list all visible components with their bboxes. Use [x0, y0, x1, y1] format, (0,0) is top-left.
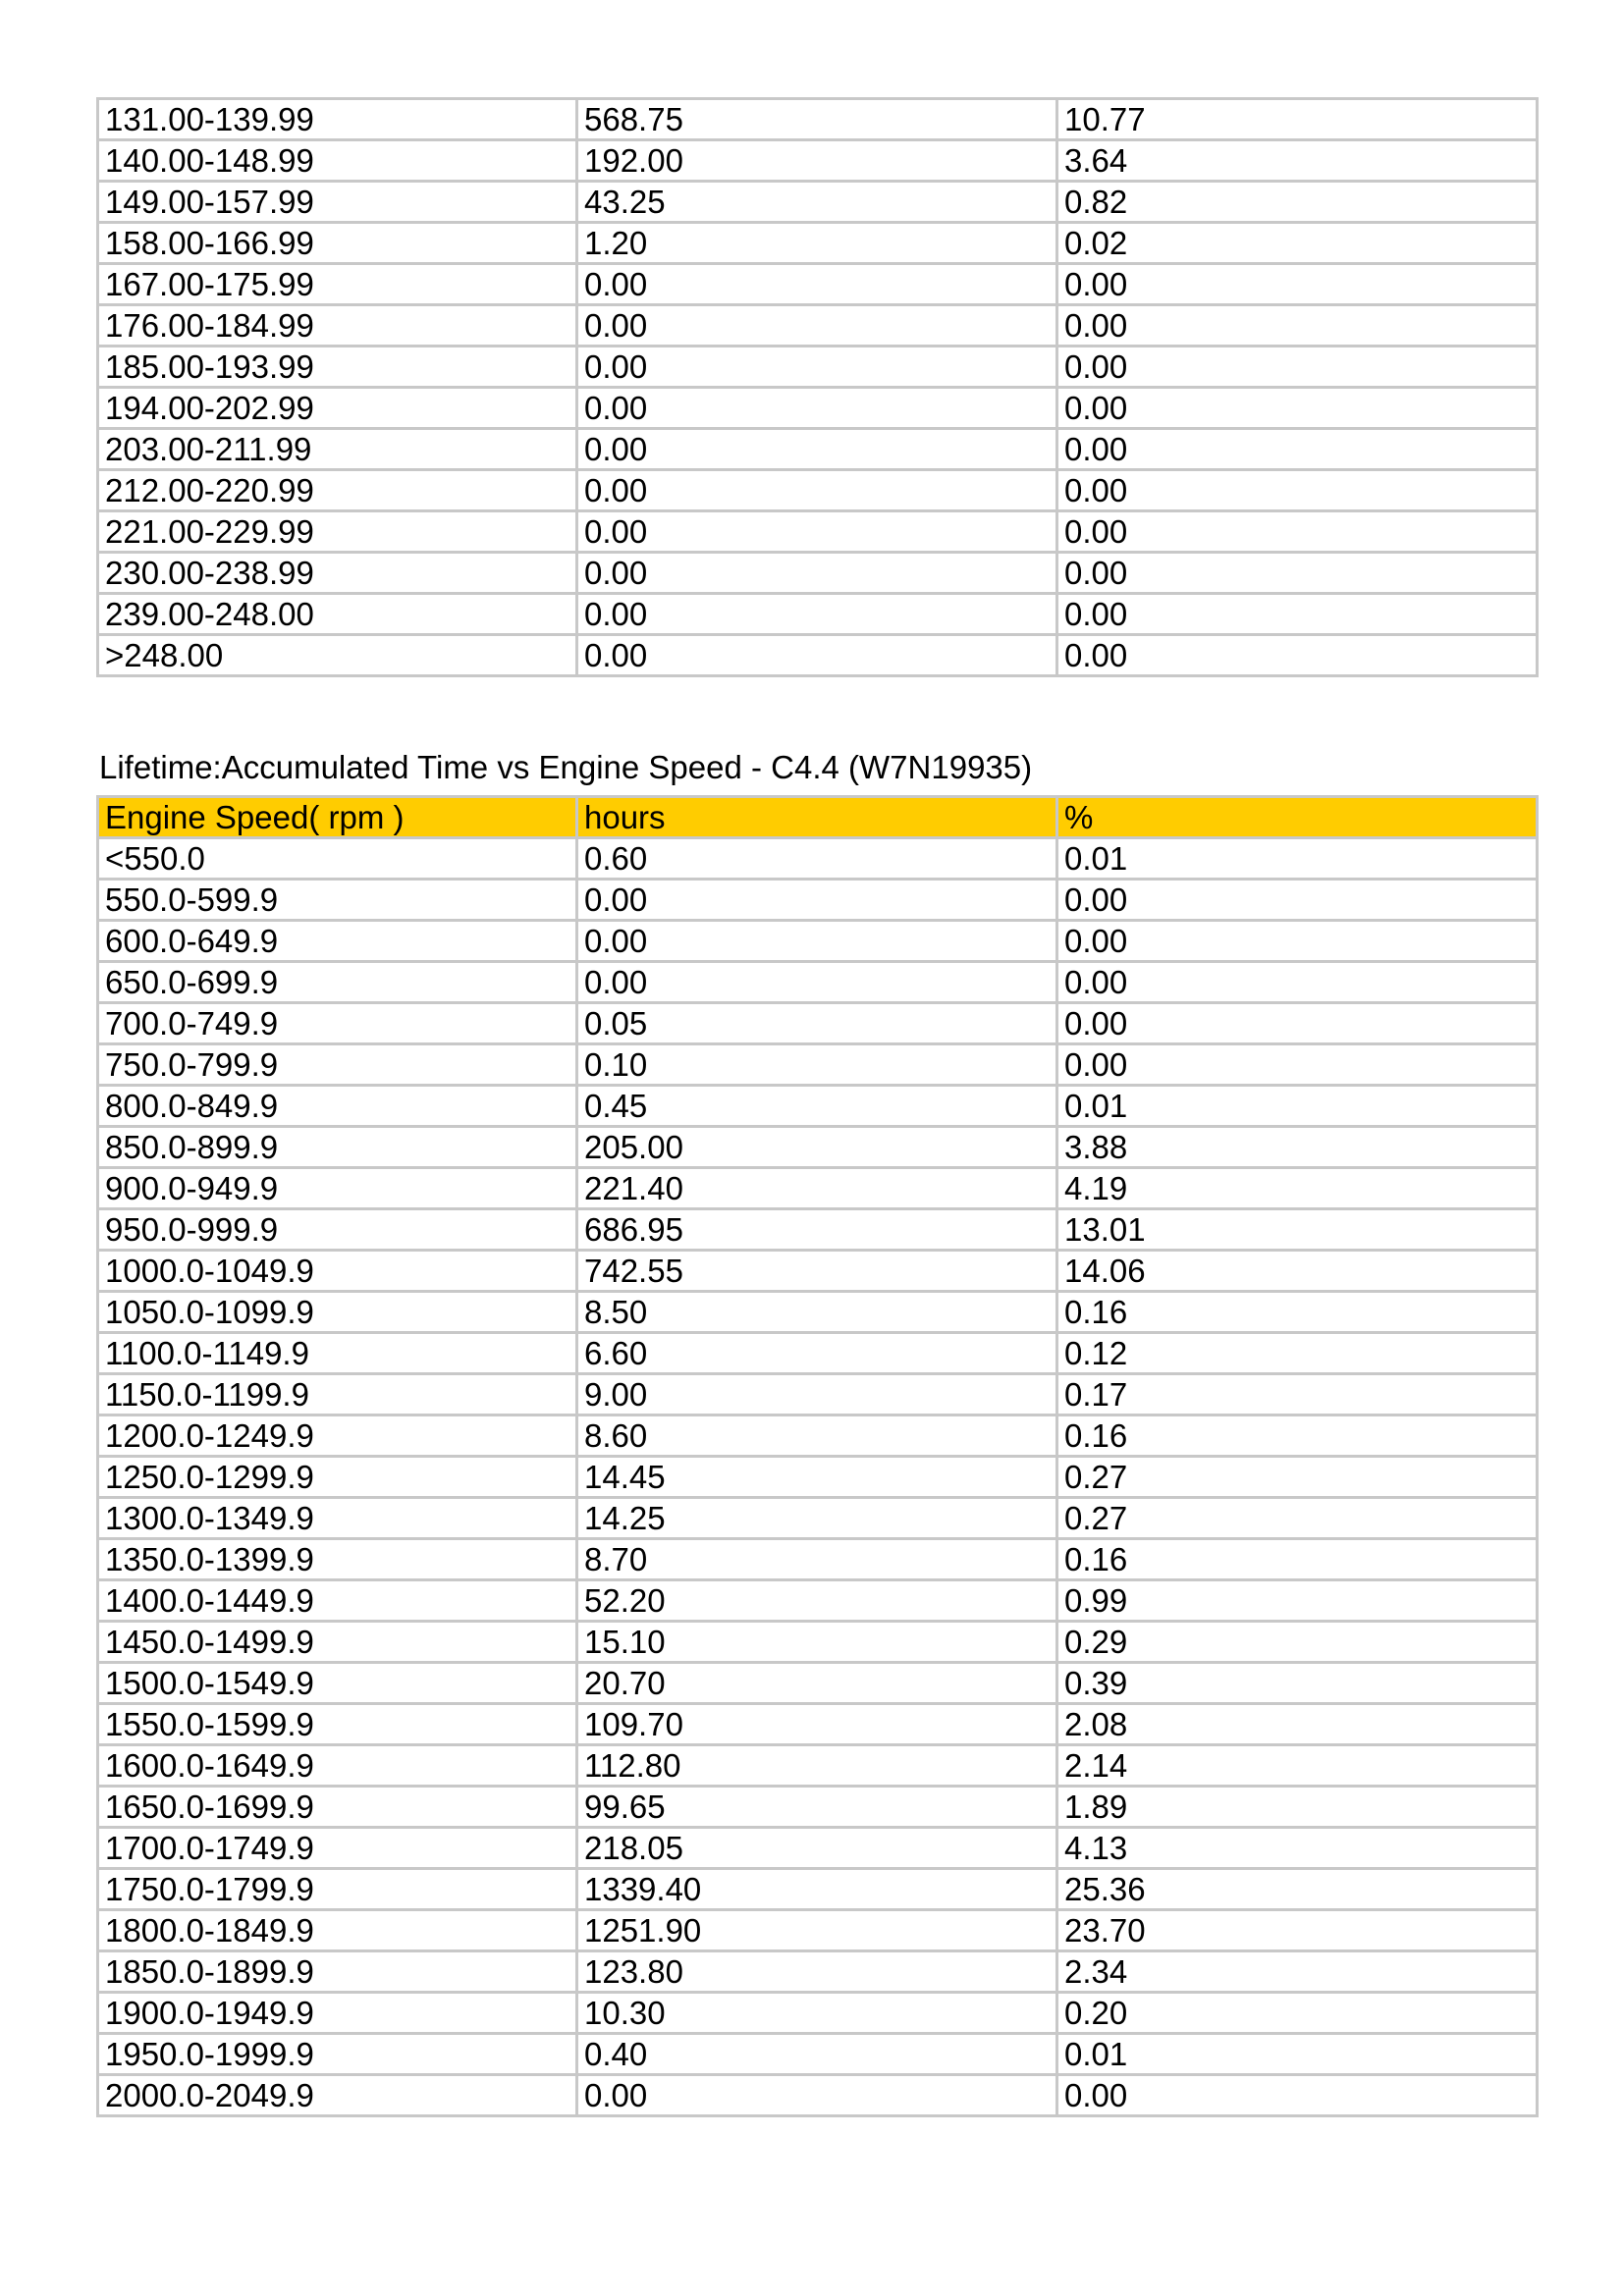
hours-cell: 686.95 — [577, 1209, 1057, 1251]
percent-cell: 2.34 — [1057, 1951, 1538, 1993]
hours-cell: 742.55 — [577, 1251, 1057, 1292]
table-row — [98, 1828, 1538, 1869]
engine-speed-table-header — [98, 797, 1538, 838]
percent-cell: 0.01 — [1057, 2034, 1538, 2075]
hours-cell: 0.45 — [577, 1086, 1057, 1127]
range-cell: 650.0-699.9 — [98, 962, 577, 1003]
percent-cell: 0.20 — [1057, 1993, 1538, 2034]
table-row — [98, 305, 1538, 347]
hours-cell: 0.10 — [577, 1044, 1057, 1086]
table-row — [98, 1333, 1538, 1374]
percent-cell: 2.14 — [1057, 1745, 1538, 1787]
table-row — [98, 1168, 1538, 1209]
range-cell: 700.0-749.9 — [98, 1003, 577, 1044]
percent-cell: 14.06 — [1057, 1251, 1538, 1292]
percent-cell: 0.00 — [1057, 594, 1538, 635]
percent-cell: 0.16 — [1057, 1292, 1538, 1333]
hours-cell: 6.60 — [577, 1333, 1057, 1374]
range-cell: 750.0-799.9 — [98, 1044, 577, 1086]
range-cell: 1200.0-1249.9 — [98, 1415, 577, 1457]
table-row — [98, 1086, 1538, 1127]
hours-cell: 0.00 — [577, 880, 1057, 921]
hours-cell: 192.00 — [577, 140, 1057, 182]
hours-cell: 43.25 — [577, 182, 1057, 223]
hours-cell: 8.60 — [577, 1415, 1057, 1457]
table-row — [98, 429, 1538, 470]
hours-cell: 52.20 — [577, 1580, 1057, 1622]
hours-cell: 1251.90 — [577, 1910, 1057, 1951]
hours-cell: 205.00 — [577, 1127, 1057, 1168]
range-cell: 550.0-599.9 — [98, 880, 577, 921]
percent-cell: 0.00 — [1057, 921, 1538, 962]
table-row — [98, 1251, 1538, 1292]
percent-cell: 0.00 — [1057, 429, 1538, 470]
percent-cell: 23.70 — [1057, 1910, 1538, 1951]
percent-cell: 0.12 — [1057, 1333, 1538, 1374]
table-row — [98, 1622, 1538, 1663]
range-cell: 1150.0-1199.9 — [98, 1374, 577, 1415]
hours-cell: 8.70 — [577, 1539, 1057, 1580]
range-cell: 230.00-238.99 — [98, 553, 577, 594]
range-cell: 1700.0-1749.9 — [98, 1828, 577, 1869]
hours-cell: 1339.40 — [577, 1869, 1057, 1910]
percent-cell: 10.77 — [1057, 99, 1538, 140]
table-row — [98, 1209, 1538, 1251]
hours-cell: 0.60 — [577, 838, 1057, 880]
table-row — [98, 1869, 1538, 1910]
percent-cell: 0.00 — [1057, 305, 1538, 347]
range-cell: 1100.0-1149.9 — [98, 1333, 577, 1374]
range-cell: 1600.0-1649.9 — [98, 1745, 577, 1787]
table-row — [98, 264, 1538, 305]
range-cell: 212.00-220.99 — [98, 470, 577, 511]
percent-cell: 0.00 — [1057, 470, 1538, 511]
hours-cell: 568.75 — [577, 99, 1057, 140]
range-cell: 176.00-184.99 — [98, 305, 577, 347]
percent-cell: 0.00 — [1057, 1044, 1538, 1086]
table-row — [98, 223, 1538, 264]
table-row — [98, 1910, 1538, 1951]
percent-cell: 0.39 — [1057, 1663, 1538, 1704]
table-row — [98, 1539, 1538, 1580]
hours-cell: 0.00 — [577, 388, 1057, 429]
range-cell: 221.00-229.99 — [98, 511, 577, 553]
range-cell: 800.0-849.9 — [98, 1086, 577, 1127]
range-cell: 1250.0-1299.9 — [98, 1457, 577, 1498]
table-row — [98, 838, 1538, 880]
table-row — [98, 99, 1538, 140]
percent-cell: 0.00 — [1057, 962, 1538, 1003]
range-cell: 1900.0-1949.9 — [98, 1993, 577, 2034]
percent-cell: 3.88 — [1057, 1127, 1538, 1168]
table-row — [98, 880, 1538, 921]
range-cell: 131.00-139.99 — [98, 99, 577, 140]
table-row — [98, 140, 1538, 182]
table-row — [98, 594, 1538, 635]
hours-cell: 14.45 — [577, 1457, 1057, 1498]
table-row — [98, 388, 1538, 429]
hours-cell: 14.25 — [577, 1498, 1057, 1539]
percent-cell: 4.19 — [1057, 1168, 1538, 1209]
range-cell: 149.00-157.99 — [98, 182, 577, 223]
range-cell: 1550.0-1599.9 — [98, 1704, 577, 1745]
percent-cell: 0.00 — [1057, 1003, 1538, 1044]
hours-cell: 20.70 — [577, 1663, 1057, 1704]
percent-cell: 0.00 — [1057, 880, 1538, 921]
range-cell: 600.0-649.9 — [98, 921, 577, 962]
percent-cell: 0.00 — [1057, 347, 1538, 388]
hours-cell: 0.05 — [577, 1003, 1057, 1044]
range-cell: 167.00-175.99 — [98, 264, 577, 305]
percent-cell: 25.36 — [1057, 1869, 1538, 1910]
hours-cell: 10.30 — [577, 1993, 1057, 2034]
hours-cell: 9.00 — [577, 1374, 1057, 1415]
hours-cell: 0.40 — [577, 2034, 1057, 2075]
table-row — [98, 2034, 1538, 2075]
hours-cell: 0.00 — [577, 511, 1057, 553]
percent-cell: 0.29 — [1057, 1622, 1538, 1663]
percent-cell: 0.00 — [1057, 2075, 1538, 2116]
percent-cell: 0.00 — [1057, 511, 1538, 553]
hours-cell: 0.00 — [577, 921, 1057, 962]
percent-cell: 3.64 — [1057, 140, 1538, 182]
hours-cell: 0.00 — [577, 470, 1057, 511]
table-row — [98, 1457, 1538, 1498]
percent-cell: 0.16 — [1057, 1539, 1538, 1580]
hours-cell: 0.00 — [577, 962, 1057, 1003]
hours-cell: 123.80 — [577, 1951, 1057, 1993]
percent-cell: 1.89 — [1057, 1787, 1538, 1828]
range-cell: 1050.0-1099.9 — [98, 1292, 577, 1333]
range-cell: 900.0-949.9 — [98, 1168, 577, 1209]
range-cell: 2000.0-2049.9 — [98, 2075, 577, 2116]
hours-cell: 99.65 — [577, 1787, 1057, 1828]
percent-cell: 4.13 — [1057, 1828, 1538, 1869]
table-row — [98, 1745, 1538, 1787]
table-row — [98, 1415, 1538, 1457]
hours-cell: 0.00 — [577, 553, 1057, 594]
engine-speed-table-body — [98, 838, 1538, 2116]
hours-cell: 109.70 — [577, 1704, 1057, 1745]
table-row — [98, 1663, 1538, 1704]
hours-cell: 0.00 — [577, 305, 1057, 347]
range-cell: 194.00-202.99 — [98, 388, 577, 429]
table-row — [98, 1044, 1538, 1086]
table-row — [98, 635, 1538, 676]
range-cell: 1750.0-1799.9 — [98, 1869, 577, 1910]
hours-cell: 0.00 — [577, 594, 1057, 635]
percent-cell: 0.17 — [1057, 1374, 1538, 1415]
range-cell: 1950.0-1999.9 — [98, 2034, 577, 2075]
percent-cell: 2.08 — [1057, 1704, 1538, 1745]
table-row — [98, 470, 1538, 511]
header-row — [98, 797, 1538, 838]
percent-cell: 0.82 — [1057, 182, 1538, 223]
range-cell: 158.00-166.99 — [98, 223, 577, 264]
hours-cell: 218.05 — [577, 1828, 1057, 1869]
range-cell: 1450.0-1499.9 — [98, 1622, 577, 1663]
table-row — [98, 1292, 1538, 1333]
hours-cell: 0.00 — [577, 347, 1057, 388]
section-title: Lifetime:Accumulated Time vs Engine Speed - C4.4 (W7N19935) — [99, 749, 1033, 785]
percent-cell: 0.99 — [1057, 1580, 1538, 1622]
table-row — [98, 1580, 1538, 1622]
range-cell: 950.0-999.9 — [98, 1209, 577, 1251]
column-header-hours: hours — [577, 797, 1057, 838]
percent-cell: 0.00 — [1057, 635, 1538, 676]
hours-cell: 221.40 — [577, 1168, 1057, 1209]
hours-cell: 15.10 — [577, 1622, 1057, 1663]
hours-cell: 0.00 — [577, 429, 1057, 470]
table-row — [98, 962, 1538, 1003]
table-row — [98, 1003, 1538, 1044]
range-cell: 1350.0-1399.9 — [98, 1539, 577, 1580]
range-cell: 239.00-248.00 — [98, 594, 577, 635]
engine-speed-table — [96, 795, 1539, 2117]
percent-cell: 0.01 — [1057, 838, 1538, 880]
table-row — [98, 2075, 1538, 2116]
range-cell: 1850.0-1899.9 — [98, 1951, 577, 1993]
table-row — [98, 347, 1538, 388]
range-cell: 1300.0-1349.9 — [98, 1498, 577, 1539]
hours-cell: 0.00 — [577, 635, 1057, 676]
percent-cell: 0.16 — [1057, 1415, 1538, 1457]
top-table-body — [98, 99, 1538, 676]
range-cell: 1500.0-1549.9 — [98, 1663, 577, 1704]
percent-cell: 0.00 — [1057, 264, 1538, 305]
table-row — [98, 1993, 1538, 2034]
range-cell: 140.00-148.99 — [98, 140, 577, 182]
percent-cell: 13.01 — [1057, 1209, 1538, 1251]
table-row — [98, 511, 1538, 553]
hours-cell: 0.00 — [577, 2075, 1057, 2116]
percent-cell: 0.00 — [1057, 388, 1538, 429]
percent-cell: 0.27 — [1057, 1498, 1538, 1539]
range-cell: 185.00-193.99 — [98, 347, 577, 388]
table-row — [98, 1374, 1538, 1415]
table-row — [98, 1127, 1538, 1168]
percent-cell: 0.00 — [1057, 553, 1538, 594]
table-row — [98, 1787, 1538, 1828]
range-cell: 1000.0-1049.9 — [98, 1251, 577, 1292]
range-cell: 203.00-211.99 — [98, 429, 577, 470]
table-row — [98, 921, 1538, 962]
range-cell: >248.00 — [98, 635, 577, 676]
hours-cell: 0.00 — [577, 264, 1057, 305]
table-row — [98, 1704, 1538, 1745]
column-header-percent: % — [1057, 797, 1538, 838]
hours-cell: 8.50 — [577, 1292, 1057, 1333]
percent-cell: 0.27 — [1057, 1457, 1538, 1498]
table-row — [98, 1951, 1538, 1993]
vehicle-speed-table-continued — [96, 97, 1539, 677]
column-header-engine-speed: Engine Speed( rpm ) — [98, 797, 577, 838]
range-cell: 1650.0-1699.9 — [98, 1787, 577, 1828]
range-cell: <550.0 — [98, 838, 577, 880]
range-cell: 1800.0-1849.9 — [98, 1910, 577, 1951]
hours-cell: 1.20 — [577, 223, 1057, 264]
table-row — [98, 553, 1538, 594]
table-row — [98, 1498, 1538, 1539]
range-cell: 850.0-899.9 — [98, 1127, 577, 1168]
percent-cell: 0.02 — [1057, 223, 1538, 264]
percent-cell: 0.01 — [1057, 1086, 1538, 1127]
range-cell: 1400.0-1449.9 — [98, 1580, 577, 1622]
table-row — [98, 182, 1538, 223]
hours-cell: 112.80 — [577, 1745, 1057, 1787]
